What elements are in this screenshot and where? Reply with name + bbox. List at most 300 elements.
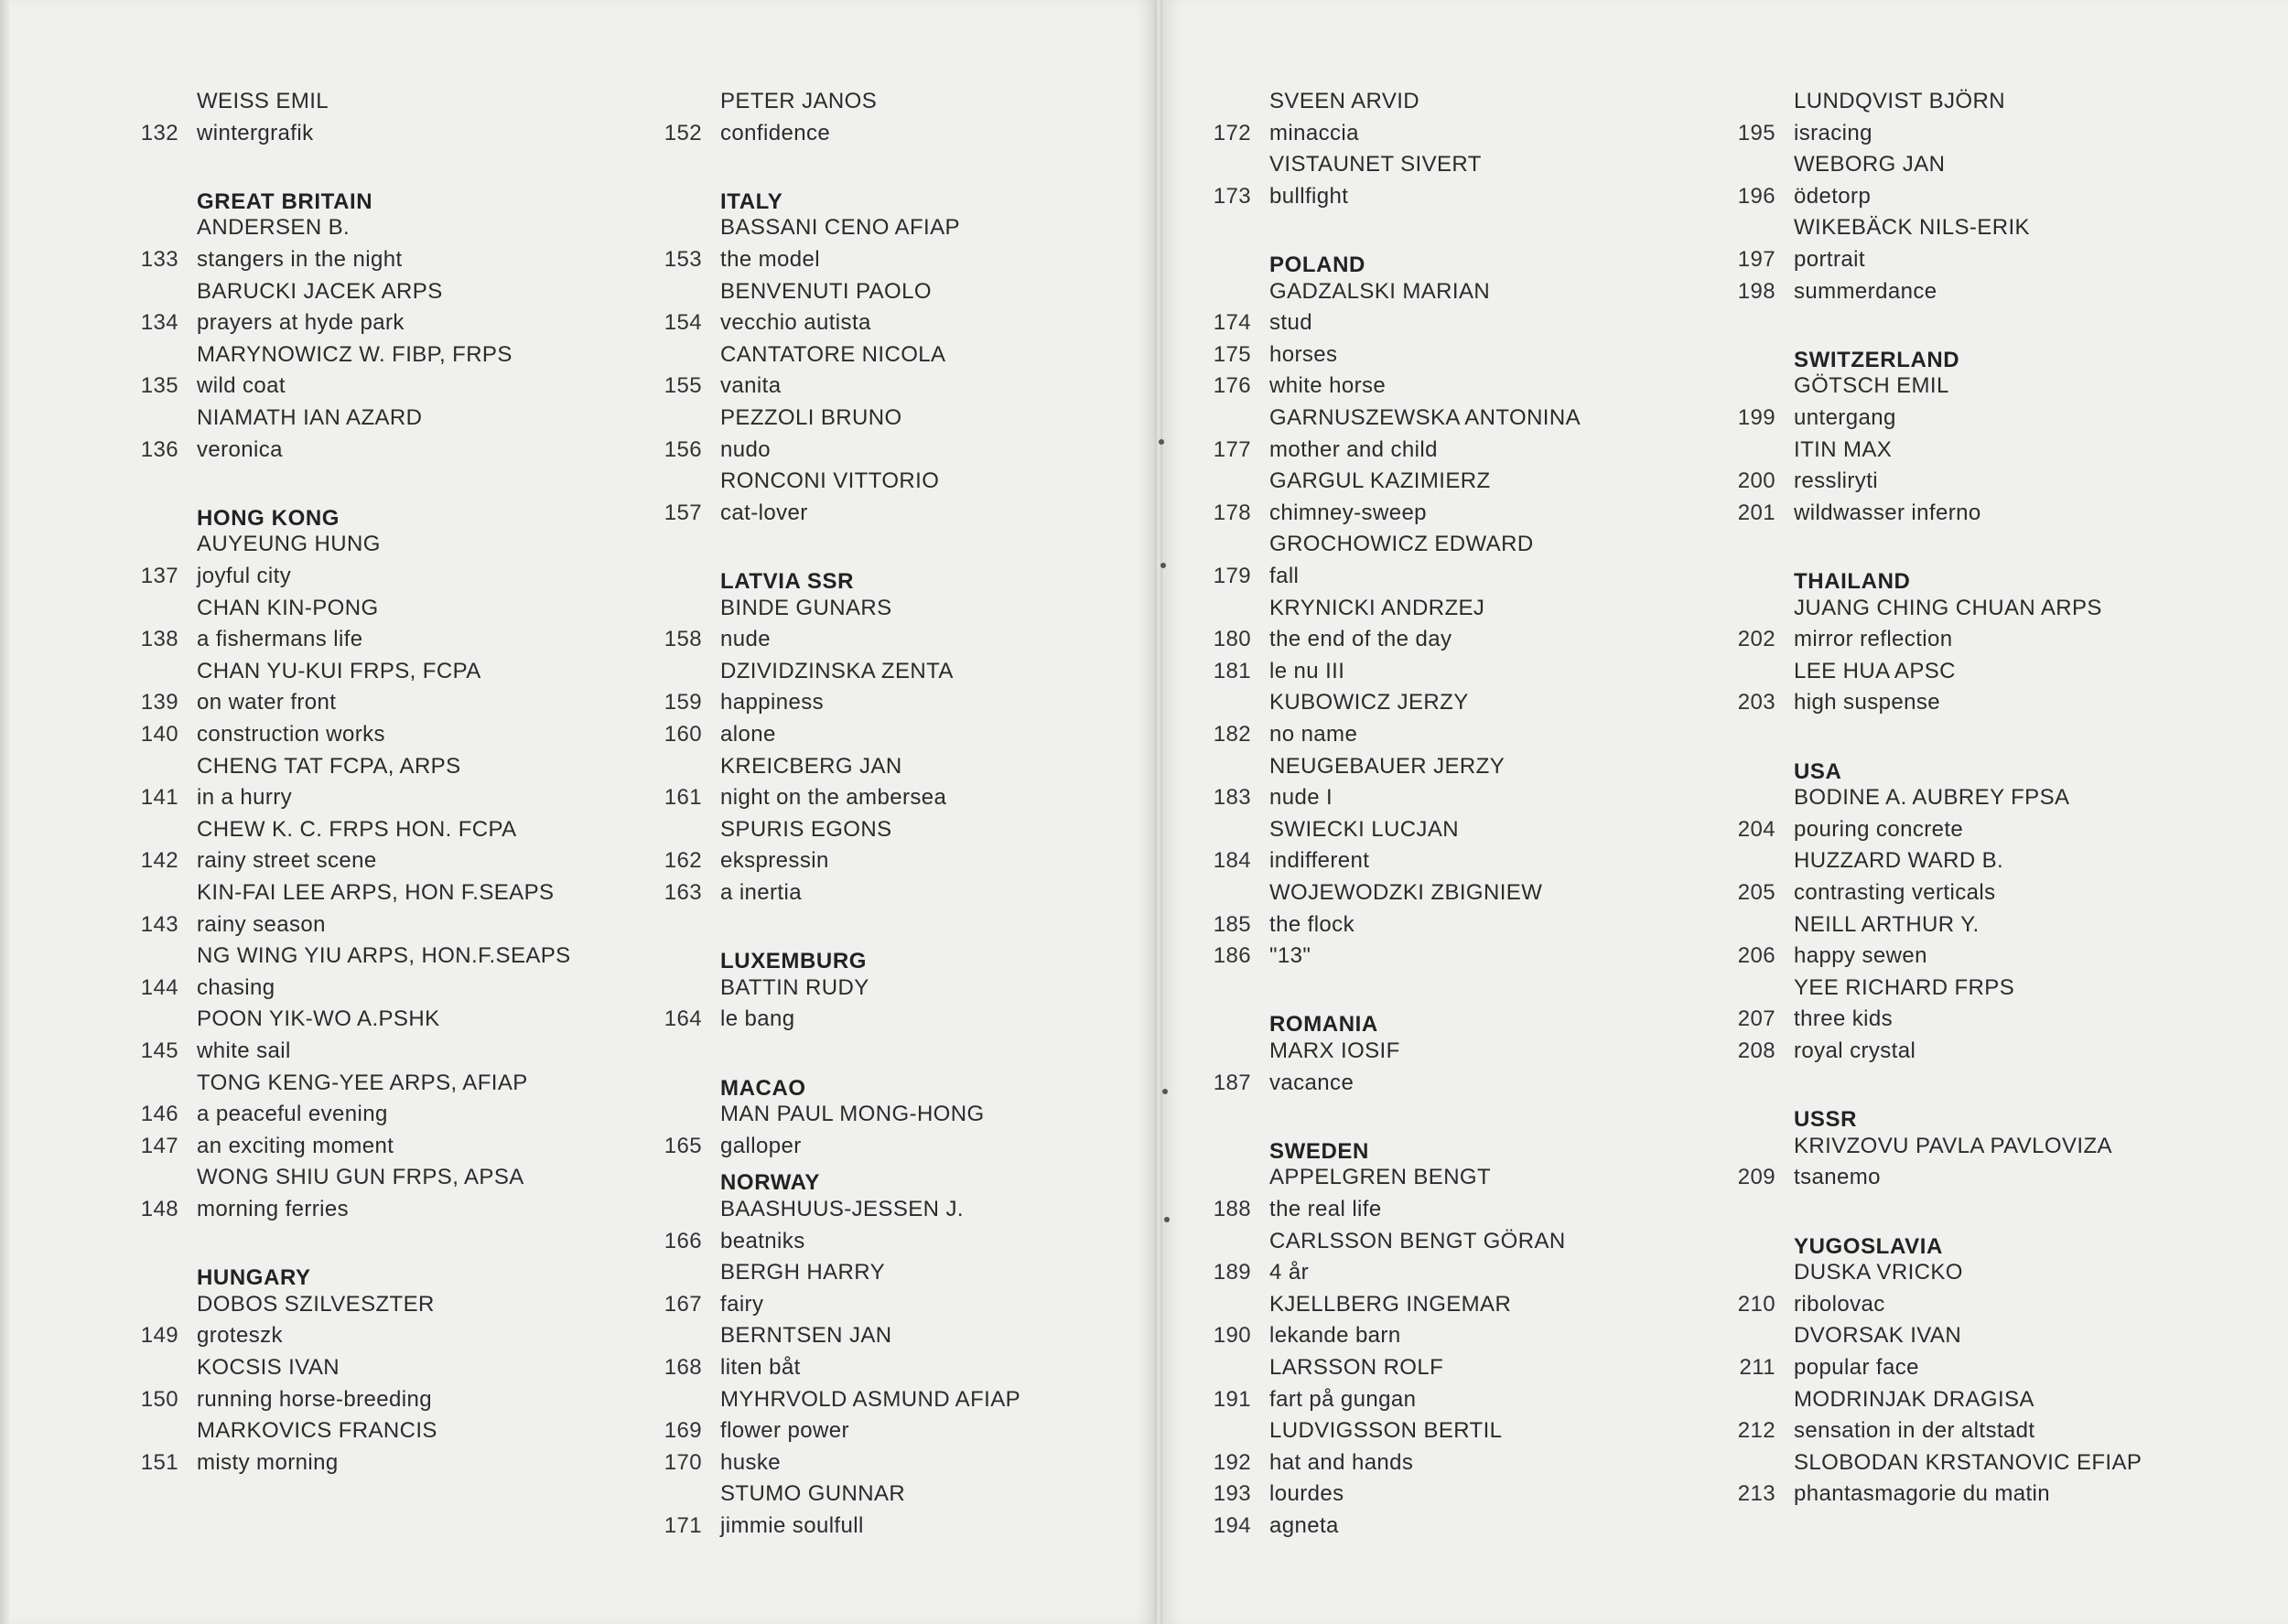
artist-label: WEBORG JAN	[1794, 152, 1946, 177]
catalogue-entry	[124, 308, 636, 338]
artist-label: BERGH HARRY	[720, 1260, 885, 1285]
artist-name	[124, 941, 636, 971]
entry-title: indifferent	[1269, 848, 1370, 874]
entry-number: 181	[1213, 658, 1251, 683]
catalogue-entry	[647, 499, 1160, 528]
entry-title: mirror reflection	[1794, 627, 1953, 652]
entry-number: 139	[140, 690, 178, 715]
artist-name	[1721, 1385, 2233, 1414]
entry-title: pouring concrete	[1794, 816, 1964, 842]
binding-mark	[1162, 1089, 1168, 1094]
entry-number: 167	[664, 1291, 702, 1317]
entry-number: 207	[1737, 1006, 1775, 1032]
country-heading	[647, 567, 1160, 597]
entry-number: 138	[140, 627, 178, 652]
artist-label: YEE RICHARD FRPS	[1794, 974, 2015, 1000]
country-name: USA	[1794, 758, 1842, 784]
artist-label: PETER JANOS	[720, 89, 878, 113]
entry-number: 212	[1737, 1418, 1775, 1444]
entry-number: 166	[664, 1228, 702, 1253]
entry-title: sensation in der altstadt	[1794, 1418, 2035, 1444]
artist-label: KUBOWICZ JERZY	[1269, 690, 1469, 715]
artist-name	[124, 815, 636, 844]
catalogue-entry	[1196, 119, 1709, 148]
catalogue-entry	[1196, 182, 1709, 211]
artist-name	[647, 277, 1160, 307]
artist-label: JUANG CHING CHUAN ARPS	[1794, 595, 2102, 620]
catalogue-entry	[1196, 562, 1709, 591]
catalogue-entry	[647, 783, 1160, 812]
binding-mark	[1160, 563, 1166, 568]
country-heading	[647, 1168, 1160, 1198]
catalogue-entry	[1196, 657, 1709, 686]
catalogue-entry	[647, 245, 1160, 274]
entry-title: no name	[1269, 722, 1358, 747]
artist-label: SVEEN ARVID	[1269, 89, 1420, 113]
catalogue-entry	[124, 1385, 636, 1414]
artist-name	[1196, 1037, 1709, 1066]
artist-label: GARNUSZEWSKA ANTONINA	[1269, 405, 1581, 430]
entry-title: veronica	[197, 436, 283, 462]
artist-label: MARX IOSIF	[1269, 1038, 1400, 1063]
entry-title: running horse-breeding	[197, 1386, 432, 1412]
catalogue-entry	[1721, 688, 2233, 717]
artist-name	[1721, 846, 2233, 876]
catalogue-entry	[647, 878, 1160, 908]
entry-number: 150	[140, 1386, 178, 1412]
entry-title: nude	[720, 627, 771, 652]
entry-title: construction works	[197, 722, 385, 747]
country-name: YUGOSLAVIA	[1794, 1233, 1943, 1259]
entry-title: horses	[1269, 341, 1338, 367]
entry-number: 179	[1213, 564, 1251, 588]
entry-number: 146	[140, 1102, 178, 1127]
entry-number: 148	[140, 1197, 178, 1221]
artist-name	[1721, 371, 2233, 401]
artist-name	[1196, 1163, 1709, 1192]
catalogue-entry	[1721, 1037, 2233, 1066]
artist-label: BENVENUTI PAOLO	[720, 278, 932, 304]
entry-title: high suspense	[1794, 690, 1940, 715]
entry-number: 185	[1213, 911, 1251, 937]
artist-name	[1721, 1258, 2233, 1287]
entry-title: portrait	[1794, 247, 1865, 272]
artist-label: BATTIN RUDY	[720, 974, 869, 1000]
entry-number: 183	[1213, 785, 1251, 811]
catalogue-entry	[124, 1321, 636, 1350]
entry-title: ribolovac	[1794, 1291, 1885, 1317]
entry-number: 145	[140, 1038, 178, 1063]
entry-title: stud	[1269, 310, 1312, 336]
catalogue-entry	[1721, 1290, 2233, 1319]
country-name: THAILAND	[1794, 569, 1911, 594]
entry-number: 170	[664, 1449, 702, 1475]
catalogue-entry	[1721, 1005, 2233, 1034]
catalogue-entry	[1721, 499, 2233, 528]
catalogue-entry	[1196, 499, 1709, 528]
catalogue-entry	[647, 1132, 1160, 1161]
artist-name	[1721, 1321, 2233, 1350]
catalogue-entry	[1196, 1069, 1709, 1098]
country-name: HUNGARY	[197, 1265, 311, 1291]
entry-title: rainy street scene	[197, 848, 377, 874]
artist-label: DZIVIDZINSKA ZENTA	[720, 658, 954, 683]
catalogue-entry	[647, 846, 1160, 876]
entry-title: nude I	[1269, 785, 1333, 811]
artist-label: GARGUL KAZIMIERZ	[1269, 468, 1491, 494]
artist-name	[1721, 1448, 2233, 1478]
entry-number: 180	[1213, 627, 1251, 652]
entry-title: galloper	[720, 1133, 802, 1158]
entry-title: vanita	[720, 373, 782, 399]
artist-label: STUMO GUNNAR	[720, 1481, 906, 1507]
artist-label: WOJEWODZKI ZBIGNIEW	[1269, 880, 1543, 905]
country-heading	[647, 188, 1160, 217]
entry-number: 213	[1737, 1481, 1775, 1507]
entry-title: fairy	[720, 1291, 764, 1317]
artist-label: TONG KENG-YEE ARPS, AFIAP	[197, 1070, 528, 1095]
country-heading	[647, 947, 1160, 976]
artist-name	[124, 657, 636, 686]
artist-name	[1721, 150, 2233, 179]
country-name: HONG KONG	[197, 505, 340, 531]
country-name: LUXEMBURG	[720, 949, 868, 974]
catalogue-entry	[124, 625, 636, 654]
catalogue-entry	[647, 1416, 1160, 1446]
entry-title: rainy season	[197, 911, 326, 937]
entry-number: 174	[1213, 310, 1251, 336]
country-name: SWITZERLAND	[1794, 347, 1960, 372]
catalogue-column-3	[1196, 0, 1709, 1624]
catalogue-entry	[124, 371, 636, 401]
country-heading	[647, 1074, 1160, 1103]
entry-title: cat-lover	[720, 500, 808, 525]
artist-name	[1196, 403, 1709, 433]
entry-number: 135	[140, 373, 178, 399]
country-name: GREAT BRITAIN	[197, 188, 373, 214]
entry-title: "13"	[1269, 943, 1311, 969]
artist-label: VISTAUNET SIVERT	[1269, 152, 1482, 177]
catalogue-entry	[124, 436, 636, 465]
entry-title: summerdance	[1794, 278, 1937, 304]
entry-number: 199	[1737, 405, 1775, 430]
entry-title: in a hurry	[197, 785, 293, 811]
entry-number: 151	[140, 1449, 178, 1475]
catalogue-entry	[1196, 1511, 1709, 1541]
artist-name	[647, 657, 1160, 686]
catalogue-entry	[1196, 1321, 1709, 1350]
entry-number: 195	[1737, 120, 1775, 145]
entry-number: 205	[1737, 880, 1775, 905]
entry-title: the end of the day	[1269, 627, 1452, 652]
country-heading	[124, 1264, 636, 1293]
entry-title: a fishermans life	[197, 627, 363, 652]
catalogue-entry	[647, 625, 1160, 654]
catalogue-entry	[1196, 1448, 1709, 1478]
country-name: ROMANIA	[1269, 1012, 1378, 1038]
entry-number: 188	[1213, 1197, 1251, 1221]
entry-number: 177	[1213, 436, 1251, 462]
artist-label: NEUGEBAUER JERZY	[1269, 753, 1506, 779]
entry-number: 209	[1737, 1165, 1775, 1190]
artist-name	[124, 1416, 636, 1446]
artist-name	[124, 277, 636, 307]
artist-name	[647, 1100, 1160, 1129]
entry-title: isracing	[1794, 120, 1872, 145]
artist-label: HUZZARD WARD B.	[1794, 848, 2004, 874]
entry-number: 190	[1213, 1323, 1251, 1349]
artist-label: POON YIK-WO A.PSHK	[197, 1006, 440, 1032]
catalogue-entry	[1196, 1195, 1709, 1224]
entry-number: 142	[140, 848, 178, 874]
catalogue-entry	[647, 1353, 1160, 1382]
catalogue-entry	[647, 688, 1160, 717]
artist-label: SLOBODAN KRSTANOVIC EFIAP	[1794, 1449, 2142, 1475]
entry-title: morning ferries	[197, 1197, 350, 1221]
artist-name	[1196, 467, 1709, 496]
page-edge-shadow	[0, 0, 11, 1624]
catalogue-entry	[1196, 625, 1709, 654]
entry-title: untergang	[1794, 405, 1896, 430]
artist-name	[647, 467, 1160, 496]
entry-title: le nu III	[1269, 658, 1345, 683]
catalogue-entry	[647, 308, 1160, 338]
catalogue-entry	[647, 1290, 1160, 1319]
entry-title: fall	[1269, 564, 1300, 588]
country-heading	[1196, 251, 1709, 280]
entry-number: 133	[140, 247, 178, 272]
artist-label: CARLSSON BENGT GÖRAN	[1269, 1228, 1566, 1253]
entry-number: 163	[664, 880, 702, 905]
catalogue-entry	[1196, 1479, 1709, 1509]
entry-number: 178	[1213, 500, 1251, 525]
artist-label: MYHRVOLD ASMUND AFIAP	[720, 1386, 1021, 1412]
artist-name	[1196, 688, 1709, 717]
entry-title: bullfight	[1269, 183, 1349, 209]
artist-name	[124, 1069, 636, 1098]
entry-number: 132	[140, 120, 178, 145]
artist-name	[1721, 910, 2233, 940]
entry-number: 144	[140, 974, 178, 1000]
entry-number: 172	[1213, 120, 1251, 145]
catalogue-entry	[124, 846, 636, 876]
entry-number: 143	[140, 911, 178, 937]
artist-name	[647, 213, 1160, 242]
artist-name	[1721, 1132, 2233, 1161]
artist-label: KRIVZOVU PAVLA PAVLOVIZA	[1794, 1133, 2112, 1158]
country-heading	[1721, 758, 2233, 787]
artist-label: CHEW K. C. FRPS HON. FCPA	[197, 816, 517, 842]
artist-name	[124, 1005, 636, 1034]
catalogue-entry	[647, 371, 1160, 401]
entry-number: 197	[1737, 247, 1775, 272]
entry-title: liten båt	[720, 1355, 801, 1380]
catalogue-entry	[647, 1511, 1160, 1541]
country-name: NORWAY	[720, 1170, 820, 1196]
artist-name	[647, 403, 1160, 433]
entry-number: 193	[1213, 1481, 1251, 1507]
artist-name	[1721, 213, 2233, 242]
artist-label: DVORSAK IVAN	[1794, 1323, 1962, 1349]
entry-number: 136	[140, 436, 178, 462]
artist-name	[1196, 1416, 1709, 1446]
artist-label: WEISS EMIL	[197, 89, 329, 113]
artist-name	[647, 87, 1160, 116]
entry-title: misty morning	[197, 1449, 339, 1475]
artist-name	[1196, 878, 1709, 908]
artist-label: SWIECKI LUCJAN	[1269, 816, 1459, 842]
artist-label: AUYEUNG HUNG	[197, 532, 381, 557]
catalogue-entry	[647, 720, 1160, 749]
entry-number: 157	[664, 500, 702, 525]
entry-title: a peaceful evening	[197, 1102, 388, 1127]
catalogue-entry	[1721, 815, 2233, 844]
catalogue-entry	[124, 1037, 636, 1066]
catalogue-column-4	[1721, 0, 2233, 1624]
entry-title: the flock	[1269, 911, 1354, 937]
entry-title: ekspressin	[720, 848, 829, 874]
artist-name	[124, 594, 636, 623]
artist-label: LEE HUA APSC	[1794, 658, 1956, 683]
country-name: LATVIA SSR	[720, 569, 855, 594]
entry-number: 191	[1213, 1386, 1251, 1412]
catalogue-entry	[124, 119, 636, 148]
catalogue-entry	[1721, 119, 2233, 148]
entry-title: joyful city	[197, 564, 292, 588]
artist-label: BODINE A. AUBREY FPSA	[1794, 785, 2070, 811]
entry-title: happiness	[720, 690, 825, 715]
entry-number: 206	[1737, 943, 1775, 969]
artist-name	[1196, 150, 1709, 179]
entry-title: contrasting verticals	[1794, 880, 1996, 905]
artist-label: LUDVIGSSON BERTIL	[1269, 1418, 1503, 1444]
entry-title: jimmie soulfull	[720, 1513, 864, 1538]
artist-name	[1196, 594, 1709, 623]
entry-number: 196	[1737, 183, 1775, 209]
artist-label: KIN-FAI LEE ARPS, HON F.SEAPS	[197, 880, 555, 905]
catalogue-entry	[124, 783, 636, 812]
catalogue-entry	[1196, 436, 1709, 465]
catalogue-entry	[1196, 910, 1709, 940]
artist-name	[647, 340, 1160, 370]
catalogue-entry	[1196, 340, 1709, 370]
artist-name	[647, 1321, 1160, 1350]
artist-label: NIAMATH IAN AZARD	[197, 405, 423, 430]
entry-title: three kids	[1794, 1006, 1894, 1032]
entry-title: wildwasser inferno	[1794, 500, 1981, 525]
entry-number: 154	[664, 310, 702, 336]
entry-number: 173	[1213, 183, 1251, 209]
catalogue-entry	[124, 688, 636, 717]
artist-name	[124, 340, 636, 370]
artist-name	[1196, 815, 1709, 844]
artist-label: LARSSON ROLF	[1269, 1355, 1444, 1380]
entry-title: alone	[720, 722, 776, 747]
artist-name	[124, 1163, 636, 1192]
catalogue-entry	[1196, 846, 1709, 876]
artist-name	[124, 878, 636, 908]
entry-number: 149	[140, 1323, 178, 1349]
artist-name	[124, 1353, 636, 1382]
entry-number: 137	[140, 564, 178, 588]
country-heading	[1196, 1137, 1709, 1167]
catalogue-entry	[1721, 1353, 2233, 1382]
entry-title: 4 år	[1269, 1260, 1309, 1285]
catalogue-entry	[1196, 371, 1709, 401]
entry-number: 153	[664, 247, 702, 272]
artist-label: KJELLBERG INGEMAR	[1269, 1291, 1512, 1317]
country-heading	[1721, 567, 2233, 597]
entry-number: 140	[140, 722, 178, 747]
country-heading	[1721, 346, 2233, 375]
entry-title: prayers at hyde park	[197, 310, 405, 336]
entry-number: 165	[664, 1133, 702, 1158]
entry-title: lekande barn	[1269, 1323, 1401, 1349]
artist-label: DOBOS SZILVESZTER	[197, 1291, 435, 1317]
catalogue-entry	[647, 1227, 1160, 1256]
catalogue-entry	[1196, 720, 1709, 749]
artist-label: ANDERSEN B.	[197, 215, 351, 241]
entry-number: 194	[1213, 1513, 1251, 1538]
entry-number: 201	[1737, 500, 1775, 525]
entry-title: minaccia	[1269, 120, 1359, 145]
entry-title: hat and hands	[1269, 1449, 1414, 1475]
catalogue-entry	[1721, 403, 2233, 433]
artist-label: GADZALSKI MARIAN	[1269, 278, 1491, 304]
artist-label: SPURIS EGONS	[720, 816, 892, 842]
artist-name	[1721, 657, 2233, 686]
catalogue-entry	[1721, 878, 2233, 908]
catalogue-entry	[1196, 308, 1709, 338]
country-name: ITALY	[720, 188, 783, 214]
catalogue-entry	[1721, 941, 2233, 971]
entry-number: 159	[664, 690, 702, 715]
artist-name	[1196, 277, 1709, 307]
entry-title: confidence	[720, 120, 831, 145]
catalogue-column-1	[124, 0, 636, 1624]
catalogue-entry	[1721, 1479, 2233, 1509]
entry-number: 147	[140, 1133, 178, 1158]
catalogue-entry	[1196, 1258, 1709, 1287]
artist-label: LUNDQVIST BJÖRN	[1794, 89, 2005, 113]
artist-label: CANTATORE NICOLA	[720, 341, 946, 367]
entry-number: 164	[664, 1006, 702, 1032]
catalogue-entry	[124, 720, 636, 749]
entry-number: 171	[664, 1513, 702, 1538]
entry-title: white sail	[197, 1038, 291, 1063]
entry-title: popular face	[1794, 1355, 1919, 1380]
entry-title: stangers in the night	[197, 247, 403, 272]
artist-name	[647, 1479, 1160, 1509]
artist-label: MARKOVICS FRANCIS	[197, 1418, 437, 1444]
artist-label: KRYNICKI ANDRZEJ	[1269, 595, 1485, 620]
entry-number: 162	[664, 848, 702, 874]
catalogue-entry	[1721, 245, 2233, 274]
artist-label: CHAN KIN-PONG	[197, 595, 379, 620]
artist-name	[1196, 752, 1709, 781]
artist-name	[1196, 1290, 1709, 1319]
entry-number: 203	[1737, 690, 1775, 715]
country-name: POLAND	[1269, 253, 1365, 277]
entry-title: tsanemo	[1794, 1165, 1881, 1190]
catalogue-entry	[124, 973, 636, 1003]
entry-number: 186	[1213, 943, 1251, 969]
entry-title: beatniks	[720, 1228, 805, 1253]
catalogue-entry	[1196, 783, 1709, 812]
catalogue-entry	[1196, 1385, 1709, 1414]
entry-title: ressliryti	[1794, 468, 1878, 494]
catalogue-entry	[124, 245, 636, 274]
